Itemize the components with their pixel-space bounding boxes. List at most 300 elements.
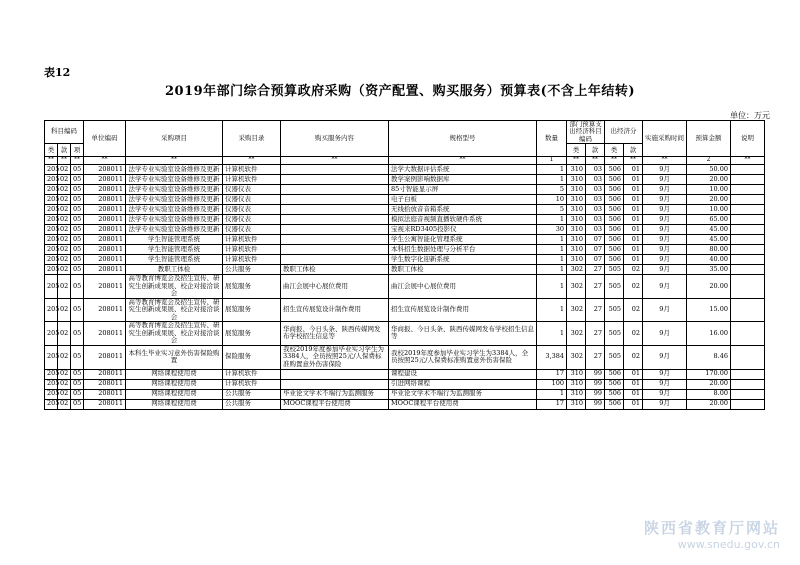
catalog-cell: 仪器仪表 xyxy=(223,205,281,215)
lei-cell: 205 xyxy=(45,322,58,345)
header-project: 采购项目 xyxy=(126,121,223,157)
dept-lei-cell: 302 xyxy=(567,298,586,321)
econ-lei-cell: 505 xyxy=(605,265,624,275)
unit-code-cell: 208011 xyxy=(84,195,126,205)
table-row xyxy=(45,235,765,245)
header-econ-lei: 类 xyxy=(605,144,624,157)
unit-code-cell: 208011 xyxy=(84,165,126,175)
catalog-cell: 计算机软件 xyxy=(223,165,281,175)
service-cell xyxy=(281,165,389,175)
dept-kuan-cell: 27 xyxy=(586,275,605,298)
unit-code-cell: 208011 xyxy=(84,379,126,389)
table-row xyxy=(45,195,765,205)
note-cell xyxy=(731,369,765,379)
econ-lei-cell: 506 xyxy=(605,225,624,235)
dept-lei-cell: 310 xyxy=(567,195,586,205)
spec-cell: 85寸智能显示屏 xyxy=(389,185,537,195)
placeholder-cell: ** xyxy=(84,157,126,165)
note-cell xyxy=(731,322,765,345)
xiang-cell: 05 xyxy=(71,185,84,195)
qty-cell: 17 xyxy=(537,399,567,409)
unit-code-cell: 208011 xyxy=(84,275,126,298)
project-cell: 法学专业实验室设备维修及更新 xyxy=(126,205,223,215)
table-row xyxy=(45,298,765,321)
econ-kuan-cell: 01 xyxy=(624,185,643,195)
catalog-cell: 计算机软件 xyxy=(223,175,281,185)
table-row xyxy=(45,389,765,399)
spec-cell: 华商报、今日头条、陕西传媒网发布学校招生信息等 xyxy=(389,322,537,345)
unit-code-cell: 208011 xyxy=(84,255,126,265)
econ-lei-cell: 506 xyxy=(605,389,624,399)
time-cell: 9月 xyxy=(643,245,687,255)
time-cell: 9月 xyxy=(643,165,687,175)
kuan-cell: 02 xyxy=(58,322,71,345)
dept-lei-cell: 302 xyxy=(567,345,586,369)
kuan-cell: 02 xyxy=(58,345,71,369)
catalog-cell: 展览服务 xyxy=(223,298,281,321)
lei-cell: 205 xyxy=(45,265,58,275)
placeholder-cell: ** xyxy=(605,157,624,165)
qty-cell: 1 xyxy=(537,255,567,265)
econ-kuan-cell: 01 xyxy=(624,245,643,255)
xiang-cell: 05 xyxy=(71,195,84,205)
spec-cell: 教职工体检 xyxy=(389,265,537,275)
placeholder-row xyxy=(45,157,765,165)
amount-cell: 15.00 xyxy=(687,298,731,321)
header-amount: 预算金额 xyxy=(687,121,731,157)
service-cell xyxy=(281,205,389,215)
econ-lei-cell: 506 xyxy=(605,195,624,205)
spec-cell: 电子白板 xyxy=(389,195,537,205)
time-cell: 9月 xyxy=(643,185,687,195)
table-number-label: 表12 xyxy=(44,66,71,79)
econ-kuan-cell: 01 xyxy=(624,175,643,185)
econ-kuan-cell: 02 xyxy=(624,275,643,298)
unit-code-cell: 208011 xyxy=(84,225,126,235)
kuan-cell: 02 xyxy=(58,265,71,275)
lei-cell: 205 xyxy=(45,235,58,245)
lei-cell: 205 xyxy=(45,255,58,265)
lei-cell: 205 xyxy=(45,298,58,321)
procurement-budget-table xyxy=(44,120,765,410)
catalog-cell: 保险服务 xyxy=(223,345,281,369)
lei-cell: 205 xyxy=(45,399,58,409)
amount-cell: 10.00 xyxy=(687,185,731,195)
header-qty: 数量 xyxy=(537,121,567,157)
lei-cell: 205 xyxy=(45,379,58,389)
amount-cell: 8.00 xyxy=(687,389,731,399)
qty-cell: 30 xyxy=(537,225,567,235)
table-row xyxy=(45,275,765,298)
service-cell: 华商报、今日头条、陕西传媒网发布学校招生信息等 xyxy=(281,322,389,345)
qty-cell: 10 xyxy=(537,195,567,205)
time-cell: 9月 xyxy=(643,235,687,245)
note-cell xyxy=(731,185,765,195)
service-cell xyxy=(281,195,389,205)
dept-lei-cell: 302 xyxy=(567,275,586,298)
header-econ-kuan: 款 xyxy=(624,144,643,157)
table-row xyxy=(45,165,765,175)
service-cell xyxy=(281,225,389,235)
project-cell: 法学专业实验室设备维修及更新 xyxy=(126,165,223,175)
project-cell: 网络课程使用费 xyxy=(126,369,223,379)
service-cell xyxy=(281,255,389,265)
service-cell xyxy=(281,369,389,379)
lei-cell: 205 xyxy=(45,369,58,379)
header-dept-code: 部门预算支出经济科目编码 xyxy=(567,121,605,144)
catalog-cell: 公共服务 xyxy=(223,265,281,275)
econ-lei-cell: 506 xyxy=(605,245,624,255)
project-cell: 法学专业实验室设备维修及更新 xyxy=(126,215,223,225)
service-cell: MOOC课程平台使用费 xyxy=(281,399,389,409)
project-cell: 学生智能管理系统 xyxy=(126,255,223,265)
header-dept-lei: 类 xyxy=(567,144,586,157)
spec-cell: 宝视来RD3405投影仪 xyxy=(389,225,537,235)
lei-cell: 205 xyxy=(45,275,58,298)
header-time: 实施采购时间 xyxy=(643,121,687,157)
unit-code-cell: 208011 xyxy=(84,298,126,321)
lei-cell: 205 xyxy=(45,205,58,215)
site-watermark xyxy=(644,517,780,551)
qty-cell: 3,384 xyxy=(537,345,567,369)
time-cell: 9月 xyxy=(643,379,687,389)
qty-cell: 1 xyxy=(537,245,567,255)
spec-cell: 毕业论文学术不端行为监测服务 xyxy=(389,389,537,399)
service-cell xyxy=(281,379,389,389)
econ-kuan-cell: 01 xyxy=(624,225,643,235)
dept-kuan-cell: 99 xyxy=(586,369,605,379)
kuan-cell: 02 xyxy=(58,215,71,225)
qty-cell: 1 xyxy=(537,165,567,175)
project-cell: 法学专业实验室设备维修及更新 xyxy=(126,175,223,185)
xiang-cell: 05 xyxy=(71,175,84,185)
time-cell: 9月 xyxy=(643,399,687,409)
qty-cell: 5 xyxy=(537,205,567,215)
placeholder-cell: ** xyxy=(624,157,643,165)
xiang-cell: 05 xyxy=(71,205,84,215)
kuan-cell: 02 xyxy=(58,245,71,255)
catalog-cell: 公共服务 xyxy=(223,399,281,409)
xiang-cell: 05 xyxy=(71,225,84,235)
project-cell: 法学专业实验室设备维修及更新 xyxy=(126,225,223,235)
note-cell xyxy=(731,298,765,321)
time-cell: 9月 xyxy=(643,195,687,205)
dept-lei-cell: 302 xyxy=(567,322,586,345)
xiang-cell: 05 xyxy=(71,255,84,265)
placeholder-cell: ** xyxy=(71,157,84,165)
table-row xyxy=(45,369,765,379)
catalog-cell: 计算机软件 xyxy=(223,379,281,389)
service-cell: 我校2019年度参加毕业实习学生为3384人，全员按照25元/人保费标准购置意外伤害保险 xyxy=(281,345,389,369)
dept-lei-cell: 310 xyxy=(567,255,586,265)
econ-lei-cell: 505 xyxy=(605,275,624,298)
time-cell: 9月 xyxy=(643,389,687,399)
catalog-cell: 仪器仪表 xyxy=(223,225,281,235)
project-cell: 高等教育博览会及招生宣传、研究生创新成果展、校企对接洽谈会 xyxy=(126,298,223,321)
qty-cell: 1 xyxy=(537,235,567,245)
dept-kuan-cell: 99 xyxy=(586,399,605,409)
time-cell: 9月 xyxy=(643,275,687,298)
project-cell: 学生智能管理系统 xyxy=(126,245,223,255)
note-cell xyxy=(731,389,765,399)
kuan-cell: 02 xyxy=(58,195,71,205)
catalog-cell: 仪器仪表 xyxy=(223,185,281,195)
amount-cell: 50.00 xyxy=(687,165,731,175)
amount-cell: 20.00 xyxy=(687,275,731,298)
dept-kuan-cell: 03 xyxy=(586,225,605,235)
placeholder-cell: ** xyxy=(643,157,687,165)
amount-cell: 10.00 xyxy=(687,205,731,215)
dept-lei-cell: 310 xyxy=(567,165,586,175)
note-cell xyxy=(731,175,765,185)
kuan-cell: 02 xyxy=(58,165,71,175)
kuan-cell: 02 xyxy=(58,379,71,389)
xiang-cell: 05 xyxy=(71,235,84,245)
econ-kuan-cell: 02 xyxy=(624,345,643,369)
dept-kuan-cell: 27 xyxy=(586,345,605,369)
spec-cell: 我校2019年度参加毕业实习学生为3384人，全员按照25元/人保费标准购置意外伤害保险 xyxy=(389,345,537,369)
econ-kuan-cell: 01 xyxy=(624,369,643,379)
dept-lei-cell: 310 xyxy=(567,205,586,215)
unit-code-cell: 208011 xyxy=(84,345,126,369)
header-kuan: 款 xyxy=(58,144,71,157)
kuan-cell: 02 xyxy=(58,399,71,409)
qty-cell: 17 xyxy=(537,369,567,379)
service-cell xyxy=(281,175,389,185)
dept-kuan-cell: 07 xyxy=(586,255,605,265)
econ-kuan-cell: 01 xyxy=(624,399,643,409)
catalog-cell: 计算机软件 xyxy=(223,235,281,245)
dept-lei-cell: 310 xyxy=(567,245,586,255)
placeholder-cell: ** xyxy=(126,157,223,165)
service-cell xyxy=(281,215,389,225)
table-row xyxy=(45,399,765,409)
table-row xyxy=(45,175,765,185)
note-cell xyxy=(731,265,765,275)
lei-cell: 205 xyxy=(45,165,58,175)
econ-kuan-cell: 01 xyxy=(624,205,643,215)
note-cell xyxy=(731,195,765,205)
qty-cell: 1 xyxy=(537,322,567,345)
watermark-url: www.snedu.gov.cn xyxy=(677,538,780,551)
dept-kuan-cell: 03 xyxy=(586,215,605,225)
note-cell xyxy=(731,165,765,175)
dept-kuan-cell: 27 xyxy=(586,265,605,275)
spec-cell: 无线拾放音音箱系统 xyxy=(389,205,537,215)
dept-lei-cell: 310 xyxy=(567,185,586,195)
header-note: 说明 xyxy=(731,121,765,157)
placeholder-cell: 2 xyxy=(687,157,731,165)
unit-code-cell: 208011 xyxy=(84,215,126,225)
dept-lei-cell: 310 xyxy=(567,225,586,235)
dept-lei-cell: 310 xyxy=(567,175,586,185)
catalog-cell: 计算机软件 xyxy=(223,245,281,255)
unit-code-cell: 208011 xyxy=(84,399,126,409)
qty-cell: 1 xyxy=(537,275,567,298)
econ-kuan-cell: 01 xyxy=(624,165,643,175)
placeholder-cell: ** xyxy=(58,157,71,165)
note-cell xyxy=(731,255,765,265)
table-row xyxy=(45,245,765,255)
dept-kuan-cell: 03 xyxy=(586,185,605,195)
unit-code-cell: 208011 xyxy=(84,245,126,255)
qty-cell: 1 xyxy=(537,298,567,321)
note-cell xyxy=(731,345,765,369)
unit-code-cell: 208011 xyxy=(84,175,126,185)
dept-kuan-cell: 07 xyxy=(586,235,605,245)
xiang-cell: 05 xyxy=(71,399,84,409)
table-row xyxy=(45,255,765,265)
placeholder-cell: 1 xyxy=(537,157,567,165)
econ-kuan-cell: 02 xyxy=(624,322,643,345)
kuan-cell: 02 xyxy=(58,225,71,235)
econ-lei-cell: 505 xyxy=(605,345,624,369)
placeholder-cell: ** xyxy=(45,157,58,165)
kuan-cell: 02 xyxy=(58,255,71,265)
time-cell: 9月 xyxy=(643,215,687,225)
amount-cell: 170.00 xyxy=(687,369,731,379)
unit-code-cell: 208011 xyxy=(84,205,126,215)
catalog-cell: 展览服务 xyxy=(223,322,281,345)
xiang-cell: 05 xyxy=(71,298,84,321)
header-subject-code: 科目编码 xyxy=(45,121,84,144)
amount-cell: 20.00 xyxy=(687,399,731,409)
amount-cell: 40.00 xyxy=(687,255,731,265)
lei-cell: 205 xyxy=(45,225,58,235)
header-unit-code: 单位编码 xyxy=(84,121,126,157)
service-cell: 教职工体检 xyxy=(281,265,389,275)
kuan-cell: 02 xyxy=(58,298,71,321)
dept-kuan-cell: 99 xyxy=(586,379,605,389)
dept-kuan-cell: 27 xyxy=(586,322,605,345)
kuan-cell: 02 xyxy=(58,389,71,399)
note-cell xyxy=(731,245,765,255)
time-cell: 9月 xyxy=(643,265,687,275)
time-cell: 9月 xyxy=(643,298,687,321)
service-cell: 毕业论文学术不端行为监测服务 xyxy=(281,389,389,399)
project-cell: 教职工体检 xyxy=(126,265,223,275)
qty-cell: 1 xyxy=(537,389,567,399)
dept-lei-cell: 310 xyxy=(567,389,586,399)
xiang-cell: 05 xyxy=(71,369,84,379)
project-cell: 高等教育博览会及招生宣传、研究生创新成果展、校企对接洽谈会 xyxy=(126,322,223,345)
note-cell xyxy=(731,275,765,298)
econ-kuan-cell: 01 xyxy=(624,389,643,399)
unit-label: 单位：万元 xyxy=(730,111,770,120)
econ-kuan-cell: 01 xyxy=(624,215,643,225)
kuan-cell: 02 xyxy=(58,235,71,245)
amount-cell: 20.00 xyxy=(687,195,731,205)
xiang-cell: 05 xyxy=(71,389,84,399)
xiang-cell: 05 xyxy=(71,265,84,275)
note-cell xyxy=(731,379,765,389)
spec-cell: 本科招生数据处理与分析平台 xyxy=(389,245,537,255)
table-row xyxy=(45,322,765,345)
unit-code-cell: 208011 xyxy=(84,389,126,399)
amount-cell: 35.00 xyxy=(687,265,731,275)
econ-kuan-cell: 02 xyxy=(624,298,643,321)
kuan-cell: 02 xyxy=(58,185,71,195)
unit-code-cell: 208011 xyxy=(84,322,126,345)
project-cell: 高等教育博览会及招生宣传、研究生创新成果展、校企对接洽谈会 xyxy=(126,275,223,298)
dept-kuan-cell: 07 xyxy=(586,245,605,255)
dept-kuan-cell: 03 xyxy=(586,195,605,205)
project-cell: 法学专业实验室设备维修及更新 xyxy=(126,185,223,195)
amount-cell: 45.00 xyxy=(687,225,731,235)
lei-cell: 205 xyxy=(45,389,58,399)
xiang-cell: 05 xyxy=(71,345,84,369)
service-cell: 曲江会展中心展位费用 xyxy=(281,275,389,298)
dept-lei-cell: 310 xyxy=(567,235,586,245)
econ-kuan-cell: 02 xyxy=(624,265,643,275)
econ-lei-cell: 506 xyxy=(605,369,624,379)
time-cell: 9月 xyxy=(643,345,687,369)
econ-lei-cell: 506 xyxy=(605,235,624,245)
header-econ: 出经济分 xyxy=(605,121,643,144)
unit-code-cell: 208011 xyxy=(84,235,126,245)
econ-lei-cell: 506 xyxy=(605,215,624,225)
header-service: 购买服务内容 xyxy=(281,121,389,157)
amount-cell: 80.00 xyxy=(687,245,731,255)
catalog-cell: 展览服务 xyxy=(223,275,281,298)
service-cell xyxy=(281,235,389,245)
table-row xyxy=(45,205,765,215)
dept-kuan-cell: 03 xyxy=(586,175,605,185)
econ-lei-cell: 506 xyxy=(605,379,624,389)
header-spec: 规格型号 xyxy=(389,121,537,157)
dept-kuan-cell: 03 xyxy=(586,205,605,215)
project-cell: 本科生毕业实习意外伤害保险购置 xyxy=(126,345,223,369)
lei-cell: 205 xyxy=(45,185,58,195)
qty-cell: 1 xyxy=(537,175,567,185)
econ-kuan-cell: 01 xyxy=(624,379,643,389)
amount-cell: 16.00 xyxy=(687,322,731,345)
project-cell: 学生智能管理系统 xyxy=(126,235,223,245)
unit-code-cell: 208011 xyxy=(84,265,126,275)
qty-cell: 1 xyxy=(537,215,567,225)
spec-cell: 学生数字化迎新系统 xyxy=(389,255,537,265)
placeholder-cell: ** xyxy=(731,157,765,165)
spec-cell: 学生公寓智能化管理系统 xyxy=(389,235,537,245)
placeholder-cell: ** xyxy=(281,157,389,165)
xiang-cell: 05 xyxy=(71,165,84,175)
note-cell xyxy=(731,399,765,409)
spec-cell: 模拟法庭音视频直播软硬件系统 xyxy=(389,215,537,225)
spec-cell: 教学案例影响数据库 xyxy=(389,175,537,185)
dept-kuan-cell: 03 xyxy=(586,165,605,175)
spec-cell: MOOC课程平台使用费 xyxy=(389,399,537,409)
time-cell: 9月 xyxy=(643,205,687,215)
time-cell: 9月 xyxy=(643,175,687,185)
qty-cell: 100 xyxy=(537,379,567,389)
xiang-cell: 05 xyxy=(71,245,84,255)
amount-cell: 20.00 xyxy=(687,379,731,389)
header-catalog: 采购目录 xyxy=(223,121,281,157)
catalog-cell: 计算机软件 xyxy=(223,255,281,265)
time-cell: 9月 xyxy=(643,322,687,345)
project-cell: 法学专业实验室设备维修及更新 xyxy=(126,195,223,205)
econ-lei-cell: 506 xyxy=(605,165,624,175)
header-lei: 类 xyxy=(45,144,58,157)
kuan-cell: 02 xyxy=(58,275,71,298)
table-row xyxy=(45,225,765,235)
qty-cell: 1 xyxy=(537,265,567,275)
econ-lei-cell: 506 xyxy=(605,399,624,409)
xiang-cell: 05 xyxy=(71,379,84,389)
time-cell: 9月 xyxy=(643,255,687,265)
dept-lei-cell: 310 xyxy=(567,399,586,409)
note-cell xyxy=(731,235,765,245)
